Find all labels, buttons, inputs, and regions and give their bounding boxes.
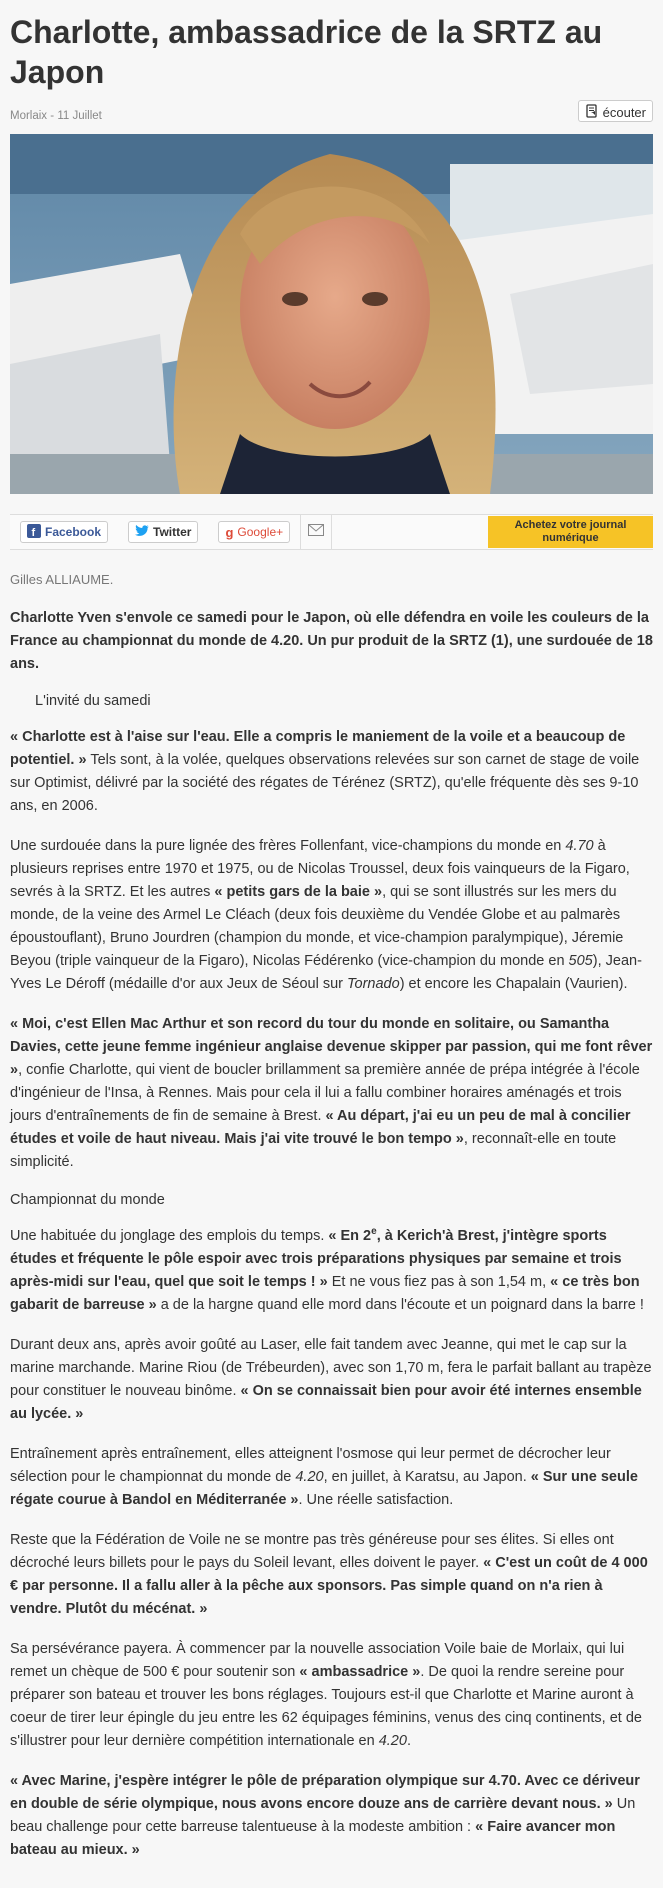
- quote: « Moi, c'est Ellen Mac Arthur et son record du tour du monde en solitaire, ou Samantha Davies, cette jeune femme ingénieur anglaise devenue skipper par passion, qui me font rêver »: [10, 1016, 653, 1078]
- subheading: Championnat du monde: [10, 1192, 165, 1208]
- quote: « Charlotte est à l'aise sur l'eau. Elle a compris le maniement de la voile et a beaucoup de potentiel. »: [10, 729, 626, 768]
- text: Un beau challenge pour cette barreuse talentueuse à la modeste ambition :: [10, 1795, 636, 1835]
- facebook-label: Facebook: [45, 525, 102, 539]
- meta-location[interactable]: Morlaix: [10, 110, 48, 122]
- speaker-icon: [585, 104, 599, 121]
- section-kicker: L'invité du samedi: [35, 693, 151, 709]
- paragraph-9: [10, 1770, 653, 1862]
- facebook-icon: [27, 524, 41, 541]
- quote-part: « En 2: [328, 1227, 372, 1244]
- paragraph-4: [10, 1220, 653, 1317]
- meta-row: [10, 100, 653, 130]
- quote: « Au départ, j'ai eu un peu de mal à concilier études et voile de haut niveau. Mais j'ai vite trouvé le bon tempo »: [10, 1108, 631, 1147]
- quote-part: , à Kerich'à Brest, j'intègre sports études et fréquente le pôle espoir avec trois préparations physiques par semaine et trois après-midi sur l'eau, quel que soit le temps ! »: [10, 1227, 622, 1290]
- text: . De quoi la rendre sereine pour préparer son bateau et trouver les bons réglages. Toujours est-il que Charlotte et Marine auront à coeur de tirer leur épingle du jeu entre les 62 équipages féminins, venus des cinq continents, et de s'illustrer pour leur dernière compétition internationale en: [10, 1663, 642, 1749]
- meta-date: 11 Juillet: [57, 110, 102, 122]
- google-plus-icon: g: [225, 524, 234, 540]
- text: Tels sont, à la volée, quelques observations relevées sur son carnet de stage de voile sur Optimist, délivré par la société des régates de Térénez (SRTZ), qu'elle fréquente dès ses 9-10 ans, en 2006.: [10, 752, 640, 814]
- listen-label: écouter: [602, 104, 646, 120]
- article-lead: Charlotte Yven s'envole ce samedi pour le Japon, où elle défendra en voile les couleurs de la France au championnat du monde de 4.20. Un pur produit de la SRTZ (1), une surdouée de 18 ans.: [10, 610, 653, 672]
- photo-credit: Gilles ALLIAUME.: [10, 572, 114, 587]
- svg-text:f: f: [31, 526, 36, 538]
- article-photo: [10, 134, 653, 494]
- text: Durant deux ans, après avoir goûté au Laser, elle fait tandem avec Jeanne, qui met le cap sur la marine marchande. Marine Riou (de Trébeurden), avec son 1,70 m, fera le parfait ballant au trapèze pour constituer le nouveau binôme.: [10, 1336, 652, 1399]
- share-divider-2: [331, 515, 332, 549]
- italic-text: 4.20: [295, 1468, 324, 1485]
- twitter-share-button[interactable]: [128, 521, 198, 543]
- italic-text: Tornado: [347, 976, 400, 992]
- italic-text: 4.20: [378, 1732, 407, 1749]
- text: , qui se sont illustrés sur les mers du monde, de la veine des Armel Le Cléach (deux fois deuxième du Vendée Globe et au palmarès époustouflant), Bruno Jourdren (champion du monde, et vice-champion paralympique), Jéremie Beyou (triple vainqueur de la Figaro), Nicolas Fédérenko (vice-champion du monde en: [10, 884, 624, 969]
- text: , reconnaît-elle en toute simplicité.: [10, 1131, 617, 1170]
- article-title: Charlotte, ambassadrice de la SRTZ au Japon: [10, 14, 603, 90]
- text: Une habituée du jonglage des emplois du temps.: [10, 1227, 329, 1244]
- quote: « ce très bon gabarit de barreuse »: [10, 1273, 640, 1313]
- quote: « C'est un coût de 4 000 € par personne. Il a fallu aller à la pêche aux sponsors. Pas simple quand on n'a rien à vendre. Plutôt du mécénat. »: [10, 1554, 648, 1617]
- google-share-button[interactable]: [218, 521, 290, 543]
- buy-digital-newspaper-button[interactable]: Achetez votre journal numérique: [488, 516, 653, 548]
- article-meta: [10, 110, 102, 122]
- text: , en juillet, à Karatsu, au Japon.: [323, 1468, 531, 1485]
- text: Une surdouée dans la pure lignée des frères Follenfant, vice-champions du monde en: [10, 838, 566, 854]
- text: Reste que la Fédération de Voile ne se montre pas très généreuse pour ses élites. Si elles ont décroché leurs billets pour le pays du Soleil levant, elles doivent le payer.: [10, 1531, 614, 1571]
- twitter-label: Twitter: [153, 525, 192, 539]
- twitter-icon: [135, 525, 149, 540]
- quote: « Avec Marine, j'espère intégrer le pôle de préparation olympique sur 4.70. Avec ce dériveur en double de série olympique, nous avons encore douze ans de carrière devant nous. »: [10, 1772, 640, 1812]
- superscript: e: [371, 1226, 377, 1237]
- text: Sa persévérance payera. À commencer par la nouvelle association Voile baie de Morlaix, qui lui remet un chèque de 500 € pour soutenir son: [10, 1640, 625, 1680]
- paragraph-8: [10, 1638, 653, 1753]
- italic-text: 505: [568, 953, 593, 969]
- paragraph-3: [10, 1013, 653, 1174]
- text: .: [406, 1732, 411, 1749]
- listen-button[interactable]: [578, 100, 653, 122]
- quote: « Sur une seule régate courue à Bandol en Méditerranée »: [10, 1468, 638, 1508]
- facebook-share-button[interactable]: [20, 521, 108, 543]
- quote: « Faire avancer mon bateau au mieux. »: [10, 1818, 616, 1858]
- text: ) et encore les Chapalain (Vaurien).: [399, 976, 628, 992]
- paragraph-1: [10, 726, 653, 818]
- text: à plusieurs reprises entre 1970 et 1975, ou de Nicolas Troussel, deux fois vainqueurs de la Figaro, sevrés à la SRTZ. Et les autres: [10, 838, 630, 900]
- paragraph-2: [10, 835, 653, 996]
- envelope-icon: [308, 523, 324, 541]
- quote: « On se connaissait bien pour avoir été internes ensemble au lycée. »: [10, 1382, 642, 1422]
- quote: « ambassadrice »: [299, 1663, 421, 1680]
- quote: « petits gars de la baie »: [214, 884, 383, 900]
- text: Et ne vous fiez pas à son 1,54 m,: [327, 1273, 551, 1290]
- text: a de la hargne quand elle mord dans l'écoute et un poignard dans la barre !: [156, 1296, 644, 1313]
- mail-share-button[interactable]: [301, 515, 331, 549]
- text: . Une réelle satisfaction.: [298, 1491, 454, 1508]
- text: ), Jean-Yves Le Déroff (médaille d'or aux Jeux de Séoul sur: [10, 953, 642, 992]
- share-bar: [10, 514, 653, 550]
- paragraph-6: [10, 1443, 653, 1512]
- italic-text: 4.70: [565, 838, 594, 854]
- text: , confie Charlotte, qui vient de boucler brillamment sa première année de prépa intégrée à l'école d'ingénieur de l'Insa, à Rennes. Mais pour cela il lui a fallu combiner horaires aménagés et trois jours d'entraînements de fin de semaine à Brest.: [10, 1062, 640, 1124]
- paragraph-5: [10, 1334, 653, 1426]
- paragraph-7: [10, 1529, 653, 1621]
- meta-separator: -: [50, 110, 55, 122]
- text: Entraînement après entraînement, elles atteignent l'osmose qui leur permet de décrocher leur sélection pour le championnat du monde de: [10, 1445, 611, 1485]
- google-label: Google+: [237, 525, 284, 539]
